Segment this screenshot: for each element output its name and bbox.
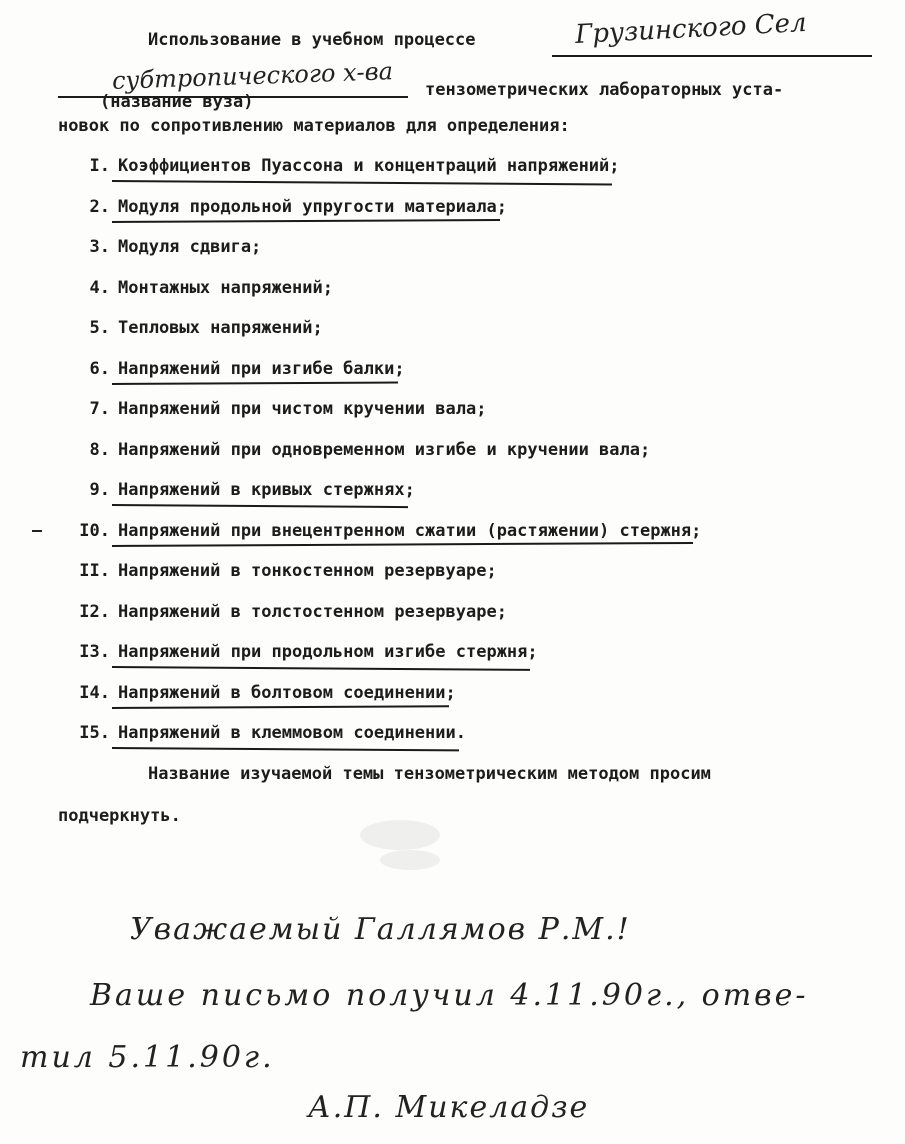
list-item [70,723,466,743]
list-item [70,440,650,460]
list-item-text: Напряжений в тонкостенном резервуаре; [118,561,497,581]
list-item-text: Напряжений при одновременном изгибе и кручении вала; [118,440,651,460]
list-item-number: I2. [79,602,110,622]
list-item-text: Напряжений при внецентренном сжатии (растяжении) стержня; [118,521,702,541]
list-item [70,318,323,338]
handwritten-body-line1: Ваше письмо получил 4.11.90г., отве- [90,978,809,1013]
list-item-text: Тепловых напряжений; [118,318,323,338]
list-item-text: Напряжений в кривых стержнях; [118,480,415,500]
institution-caption: (название вуза) [100,92,254,112]
list-item [70,480,415,500]
handwritten-body-line2: тил 5.11.90г. [20,1040,275,1075]
handwritten-institution-2: субтропического х-ва [111,57,394,95]
handwritten-signature: А.П. Микеладзе [308,1090,590,1125]
list-item-text: Модуля сдвига; [118,237,262,257]
list-item [70,561,497,581]
list-item-number: 4. [89,278,110,298]
list-item-number: I. [89,156,110,176]
list-item [70,156,620,176]
pen-underline [112,542,693,547]
list-item-number: 5. [89,318,110,338]
pen-underline [112,504,408,508]
pen-underline [112,180,612,185]
instruction-line1: Название изучаемой темы тензометрическим методом просим [148,764,711,784]
handwritten-institution-1: Грузинского Сел [574,7,808,51]
pen-underline [112,382,398,385]
list-item-text: Напряжений при изгибе балки; [118,359,405,379]
list-item-number: 6. [89,359,110,379]
list-item-number: I0. [79,521,110,541]
list-item-number: 9. [89,480,110,500]
list-item-number: 7. [89,399,110,419]
list-item-text: Напряжений в клеммовом соединении. [118,723,466,743]
list-item-number: 8. [89,440,110,460]
pen-underline [112,705,449,709]
header-line2-suffix: тензометрических лабораторных уста- [425,80,784,100]
list-item-number: I3. [79,642,110,662]
header-line1-prefix: Использование в учебном процессе [148,30,476,50]
pen-underline [112,747,459,751]
list-item-text: Напряжений при чистом кручении вала; [118,399,487,419]
list-item [70,197,507,217]
list-item-number: 3. [89,237,110,257]
list-item-text: Напряжений в толстостенном резервуаре; [118,602,507,622]
instruction-line2: подчеркнуть. [58,806,181,826]
list-item [70,602,507,622]
list-item-text: Монтажных напряжений; [118,278,333,298]
list-item [70,278,333,298]
scan-smudge [360,820,440,850]
pen-underline [112,219,500,223]
list-item-text: Напряжений в болтовом соединении; [118,683,456,703]
list-item [70,237,261,257]
list-item-text: Напряжений при продольном изгибе стержня; [118,642,538,662]
institution-rule-1 [552,55,872,57]
list-item-number: II. [79,561,110,581]
list-item [70,359,405,379]
scan-smudge [380,850,440,870]
pen-underline [112,666,530,671]
header-line3: новок по сопротивлению материалов для определения: [58,116,570,136]
list-item-number: I4. [79,683,110,703]
margin-dash-mark [32,530,42,532]
list-item-text: Коэффициентов Пуассона и концентраций напряжений; [118,156,620,176]
list-item-number: I5. [79,723,110,743]
list-item [70,683,456,703]
list-item [70,399,486,419]
handwritten-greeting: Уважаемый Галлямов Р.М.! [130,912,631,947]
list-item [70,642,538,662]
list-item-text: Модуля продольной упругости материала; [118,197,507,217]
list-item [70,521,701,541]
list-item-number: 2. [89,197,110,217]
